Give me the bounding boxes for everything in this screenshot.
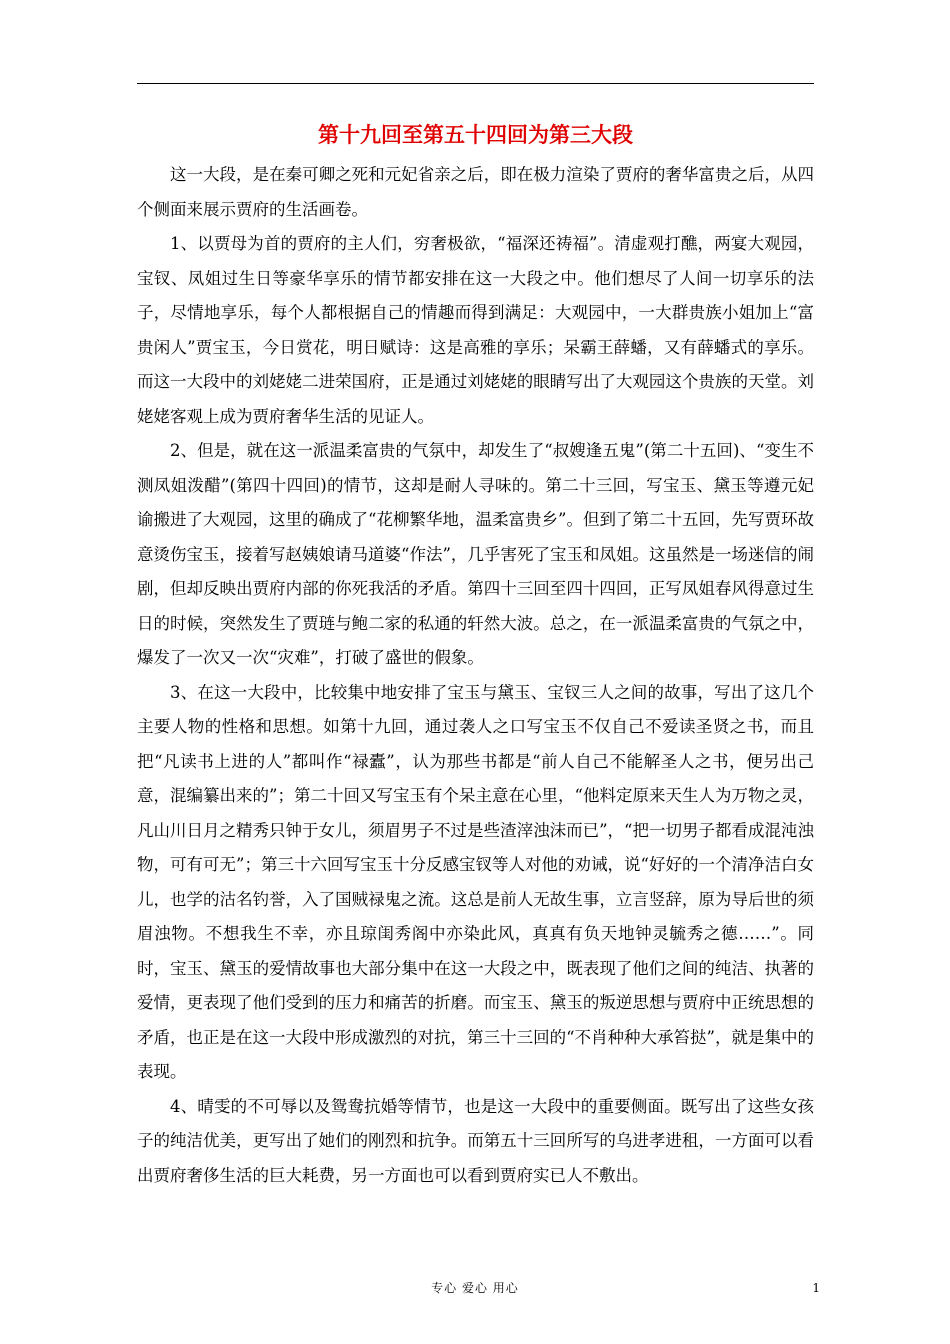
document-body	[137, 158, 814, 1193]
footer-motto: 专心 爱心 用心	[431, 1281, 519, 1295]
header-rule	[137, 83, 814, 84]
paragraph-intro: 这一大段，是在秦可卿之死和元妃省亲之后，即在极力渲染了贾府的奢华富贵之后，从四个侧面来展示贾府的生活画卷。	[137, 165, 814, 219]
paragraph-3: 3、在这一大段中，比较集中地安排了宝玉与黛玉、宝钗三人之间的故事，写出了这几个主要人物的性格和思想。如第十九回，通过袭人之口写宝玉不仅自己不爱读圣贤之书，而且把“凡读书上进的人”都叫作“禄蠹”，认为那些书都是“前人自己不能解圣人之书，便另出己意，混编纂出来的”；第二十回又写宝玉有个呆主意在心里，“他料定原来天生人为万物之灵，凡山川日月之精秀只钟于女儿，须眉男子不过是些渣滓浊沫而已”，“把一切男子都看成混沌浊物，可有可无”；第三十六回写宝玉十分反感宝钗等人对他的劝诫，说“好好的一个清净洁白女儿，也学的沽名钓誉，入了国贼禄鬼之流。这总是前人无故生事，立言竖辞，原为导后世的须眉浊物。不想我生不幸，亦且琼闺秀阁中亦染此风，真真有负天地钟灵毓秀之德……”。同时，宝玉、黛玉的爱情故事也大部分集中在这一大段之中，既表现了他们之间的纯洁、执著的爱情，更表现了他们受到的压力和痛苦的折磨。而宝玉、黛玉的叛逆思想与贾府中正统思想的矛盾，也正是在这一大段中形成激烈的对抗，第三十三回的“不肖种种大承笞挞”，就是集中的表现。	[137, 682, 814, 1081]
paragraph-2: 2、但是，就在这一派温柔富贵的气氛中，却发生了“叔嫂逢五鬼”(第二十五回)、“变生不测凤姐泼醋”(第四十四回)的情节，这却是耐人寻味的。第二十三回，写宝玉、黛玉等遵元妃谕搬进了大观园，这里的确成了“花柳繁华地，温柔富贵乡”。但到了第二十五回，先写贾环故意烫伤宝玉，接着写赵姨娘请马道婆“作法”，几乎害死了宝玉和凤姐。这虽然是一场迷信的闹剧，但却反映出贾府内部的你死我活的矛盾。第四十三回至四十四回，正写凤姐春风得意过生日的时候，突然发生了贾琏与鲍二家的私通的轩然大波。总之，在一派温柔富贵的气氛之中，爆发了一次又一次“灾难”，打破了盛世的假象。	[137, 441, 814, 667]
document-title: 第十九回至第五十四回为第三大段	[318, 122, 633, 147]
paragraph-4: 4、晴雯的不可辱以及鸳鸯抗婚等情节，也是这一大段中的重要侧面。既写出了这些女孩子的纯洁优美，更写出了她们的刚烈和抗争。而第五十三回所写的乌进孝进租，一方面可以看出贾府奢侈生活的巨大耗费，另一方面也可以看到贾府实已人不敷出。	[137, 1096, 814, 1185]
paragraph-1: 1、以贾母为首的贾府的主人们，穷奢极欲，“福深还祷福”。清虚观打醮，两宴大观园，宝钗、凤姐过生日等豪华享乐的情节都安排在这一大段之中。他们想尽了人间一切享乐的法子，尽情地享乐，每个人都根据自己的情趣而得到满足：大观园中，一大群贵族小姐加上“富贵闲人”贾宝玉，今日赏花，明日赋诗：这是高雅的享乐；呆霸王薛蟠，又有薛蟠式的享乐。而这一大段中的刘姥姥二进荣国府，正是通过刘姥姥的眼睛写出了大观园这个贵族的天堂。刘姥姥客观上成为贾府奢华生活的见证人。	[137, 234, 814, 426]
page-number: 1	[812, 1281, 820, 1295]
